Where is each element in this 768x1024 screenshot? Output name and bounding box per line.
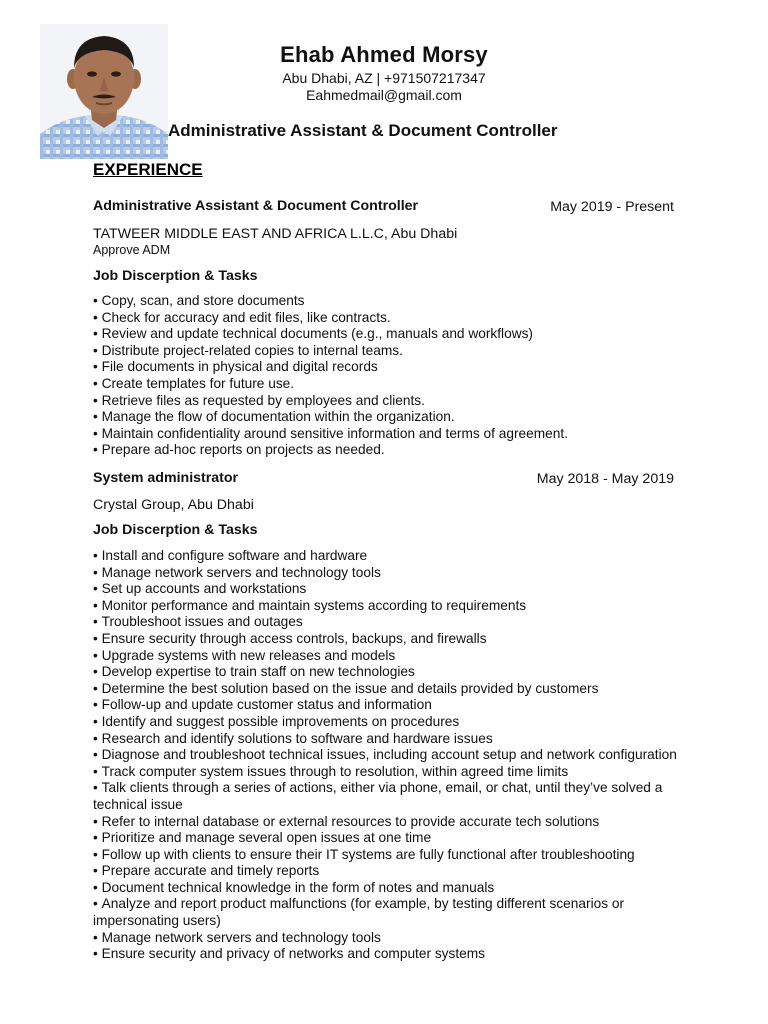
task-item: • Set up accounts and workstations — [93, 581, 683, 598]
task-item: • Troubleshoot issues and outages — [93, 614, 683, 631]
task-item: • Identify and suggest possible improvements on procedures — [93, 714, 683, 731]
task-item: • Copy, scan, and store documents — [93, 293, 683, 310]
company-name: Crystal Group, Abu Dhabi — [93, 497, 254, 513]
task-item: • Install and configure software and hardware — [93, 548, 683, 565]
task-item: • Prioritize and manage several open issues at one time — [93, 830, 683, 847]
tasks-heading: Job Discerption & Tasks — [93, 268, 258, 284]
job-dates: May 2019 - Present — [550, 199, 674, 215]
task-item: • Review and update technical documents (e.g., manuals and workflows) — [93, 326, 683, 343]
experience-heading: EXPERIENCE — [93, 160, 203, 179]
task-item: • Check for accuracy and edit files, like contracts. — [93, 310, 683, 327]
task-item: • Analyze and report product malfunctions (for example, by testing different scenarios or impersonating users) — [93, 896, 683, 929]
task-item: • Follow-up and update customer status and information — [93, 697, 683, 714]
task-item: • Ensure security and privacy of networks and computer systems — [93, 946, 683, 963]
job-dates: May 2018 - May 2019 — [536, 471, 674, 487]
task-item: • Document technical knowledge in the form of notes and manuals — [93, 880, 683, 897]
task-item: • Create templates for future use. — [93, 376, 683, 393]
task-item: • Follow up with clients to ensure their IT systems are fully functional after troubleshooting — [93, 847, 683, 864]
email-address: Eahmedmail@gmail.com — [306, 87, 462, 103]
task-item: • Manage network servers and technology tools — [93, 930, 683, 947]
task-item: • Retrieve files as requested by employees and clients. — [93, 393, 683, 410]
task-item: • Refer to internal database or external resources to provide accurate tech solutions — [93, 814, 683, 831]
location-phone: Abu Dhabi, AZ | +971507217347 — [282, 70, 486, 86]
task-item: • Talk clients through a series of actions, either via phone, email, or chat, until they’ve solved a technical issue — [93, 780, 683, 813]
company-name: TATWEER MIDDLE EAST AND AFRICA L.L.C, Abu Dhabi — [93, 226, 458, 242]
task-item: • Research and identify solutions to software and hardware issues — [93, 731, 683, 748]
headline-title: Administrative Assistant & Document Controller — [168, 121, 558, 140]
task-item: • Develop expertise to train staff on new technologies — [93, 664, 683, 681]
task-list — [93, 548, 683, 963]
job-title: Administrative Assistant & Document Controller — [93, 198, 419, 214]
task-item: • Upgrade systems with new releases and models — [93, 648, 683, 665]
task-item: • Manage network servers and technology tools — [93, 565, 683, 582]
task-item: • Maintain confidentiality around sensitive information and terms of agreement. — [93, 426, 683, 443]
task-item: • Distribute project-related copies to internal teams. — [93, 343, 683, 360]
task-list — [93, 293, 683, 459]
tasks-heading: Job Discerption & Tasks — [93, 522, 258, 538]
task-item: • File documents in physical and digital records — [93, 359, 683, 376]
task-item: • Track computer system issues through to resolution, within agreed time limits — [93, 764, 683, 781]
task-item: • Prepare accurate and timely reports — [93, 863, 683, 880]
task-item: • Manage the flow of documentation within the organization. — [93, 409, 683, 426]
task-item: • Determine the best solution based on the issue and details provided by customers — [93, 681, 683, 698]
task-item: • Prepare ad-hoc reports on projects as needed. — [93, 442, 683, 459]
job-title: System administrator — [93, 470, 239, 486]
candidate-name: Ehab Ahmed Morsy — [280, 42, 488, 67]
job-note: Approve ADM — [93, 243, 171, 257]
task-item: • Ensure security through access controls, backups, and firewalls — [93, 631, 683, 648]
task-item: • Monitor performance and maintain systems according to requirements — [93, 598, 683, 615]
task-item: • Diagnose and troubleshoot technical issues, including account setup and network configuration — [93, 747, 683, 764]
